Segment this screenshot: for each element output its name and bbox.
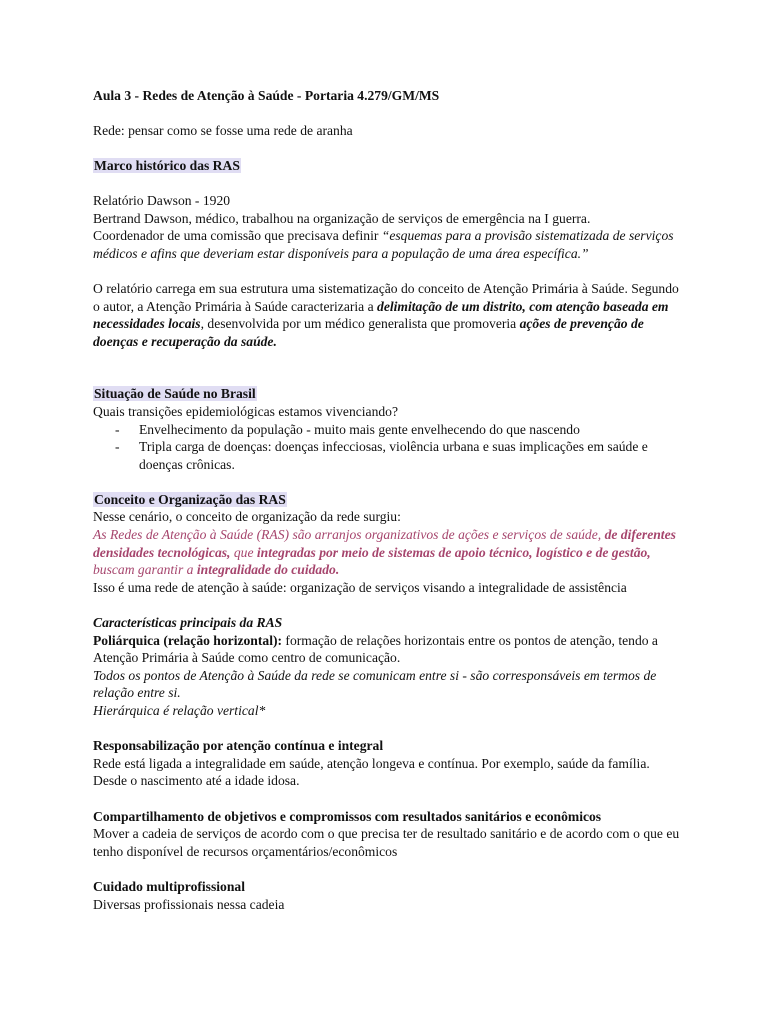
relatorio-text-2: , desenvolvida por um médico generalista que promoveria [200,316,520,332]
conceito-intro: Nesse cenário, o conceito de organização da rede surgiu: [93,509,401,525]
ras-quote-bold-3: integralidade do cuidado. [196,562,340,578]
dawson-line: Bertrand Dawson, médico, trabalhou na organização de serviços de emergência na I guerra. [93,210,591,226]
compartilhamento-text: Mover a cadeia de serviços de acordo com o que precisa ter de resultado sanitário e de acordo com o que eu tenho disponível de recursos orçamentários/econômicos [93,826,680,859]
responsabilizacao-heading: Responsabilização por atenção contínua e integral [93,738,384,754]
situacao-heading: Situação de Saúde no Brasil [94,386,256,402]
list-item: - Envelhecimento da população - muito mais gente envelhecendo do que nascendo [115,421,683,439]
relatorio-text-1: O relatório carrega em sua estrutura uma sistematização do conceito de Atenção Primária à Saúde. Segundo o autor, a Atenção Primária à Saúde caracterizaria a [93,280,679,314]
cuidado-heading: Cuidado multiprofissional [93,878,245,894]
marco-heading: Marco histórico das RAS [94,157,240,173]
coordenador-quote: “esquemas para a provisão sistematizada de serviços médicos e afins que deveriam estar disponíveis para a população de uma área específica.” [93,228,674,261]
transicoes-list [93,421,683,474]
coordenador-paragraph [93,227,683,262]
rede-line: Rede: pensar como se fosse uma rede de aranha [93,122,353,138]
ras-quote-1: As Redes de Atenção à Saúde (RAS) são arranjos organizativos de ações e serviços de saúde, [93,527,605,543]
situacao-question: Quais transições epidemiológicas estamos vivenciando? [93,403,399,419]
relatorio-paragraph [93,280,683,350]
relatorio-emphasis-1: delimitação de um distrito, com atenção baseada em necessidades locais [93,298,669,332]
document-title: Aula 3 - Redes de Atenção à Saúde - Portaria 4.279/GM/MS [93,88,440,103]
ras-definition-quote [93,526,683,579]
ras-quote-2: que [230,544,257,560]
compartilhamento-heading: Compartilhamento de objetivos e compromissos com resultados sanitários e econômicos [93,808,602,824]
list-item: - Tripla carga de doenças: doenças infecciosas, violência urbana e suas implicações em saúde e doenças crônicas. [115,438,683,473]
conceito-heading: Conceito e Organização das RAS [94,491,286,507]
marco-heading-line [93,157,683,175]
coordenador-text: Coordenador de uma comissão que precisava definir [93,228,382,244]
caracteristicas-heading: Características principais da RAS [93,615,283,631]
ras-quote-bold-1: de diferentes densidades tecnológicas, [93,527,676,560]
ras-quote-bold-2: integradas por meio de sistemas de apoio técnico, logístico e de gestão, [256,544,651,560]
todos-pontos-text: Todos os pontos de Atenção à Saúde da rede se comunicam entre si - são corresponsáveis em termos de relação entre si. [93,667,657,701]
ras-quote-3: buscam garantir a [93,562,197,578]
relatorio-dawson: Relatório Dawson - 1920 [93,192,231,208]
situacao-heading-line [93,385,683,403]
conceito-after: Isso é uma rede de atenção à saúde: organização de serviços visando a integralidade de assistência [93,579,627,595]
responsabilizacao-text: Rede está ligada a integralidade em saúde, atenção longeva e contínua. Por exemplo, saúde da família. Desde o nascimento até a idade idosa. [93,755,650,789]
hierarquica-text: Hierárquica é relação vertical* [93,703,266,718]
poliarquica-label: Poliárquica (relação horizontal): [93,632,283,648]
poliarquica-text: formação de relações horizontais entre os pontos de atenção, tendo a Atenção Primária à Saúde como centro de comunicação. [93,632,658,666]
cuidado-text: Diversas profissionais nessa cadeia [93,896,285,912]
document-page [93,87,683,913]
poliarquica-paragraph [93,632,683,667]
relatorio-emphasis-2: ações de prevenção de doenças e recuperação da saúde. [93,316,644,349]
conceito-heading-line [93,491,683,509]
